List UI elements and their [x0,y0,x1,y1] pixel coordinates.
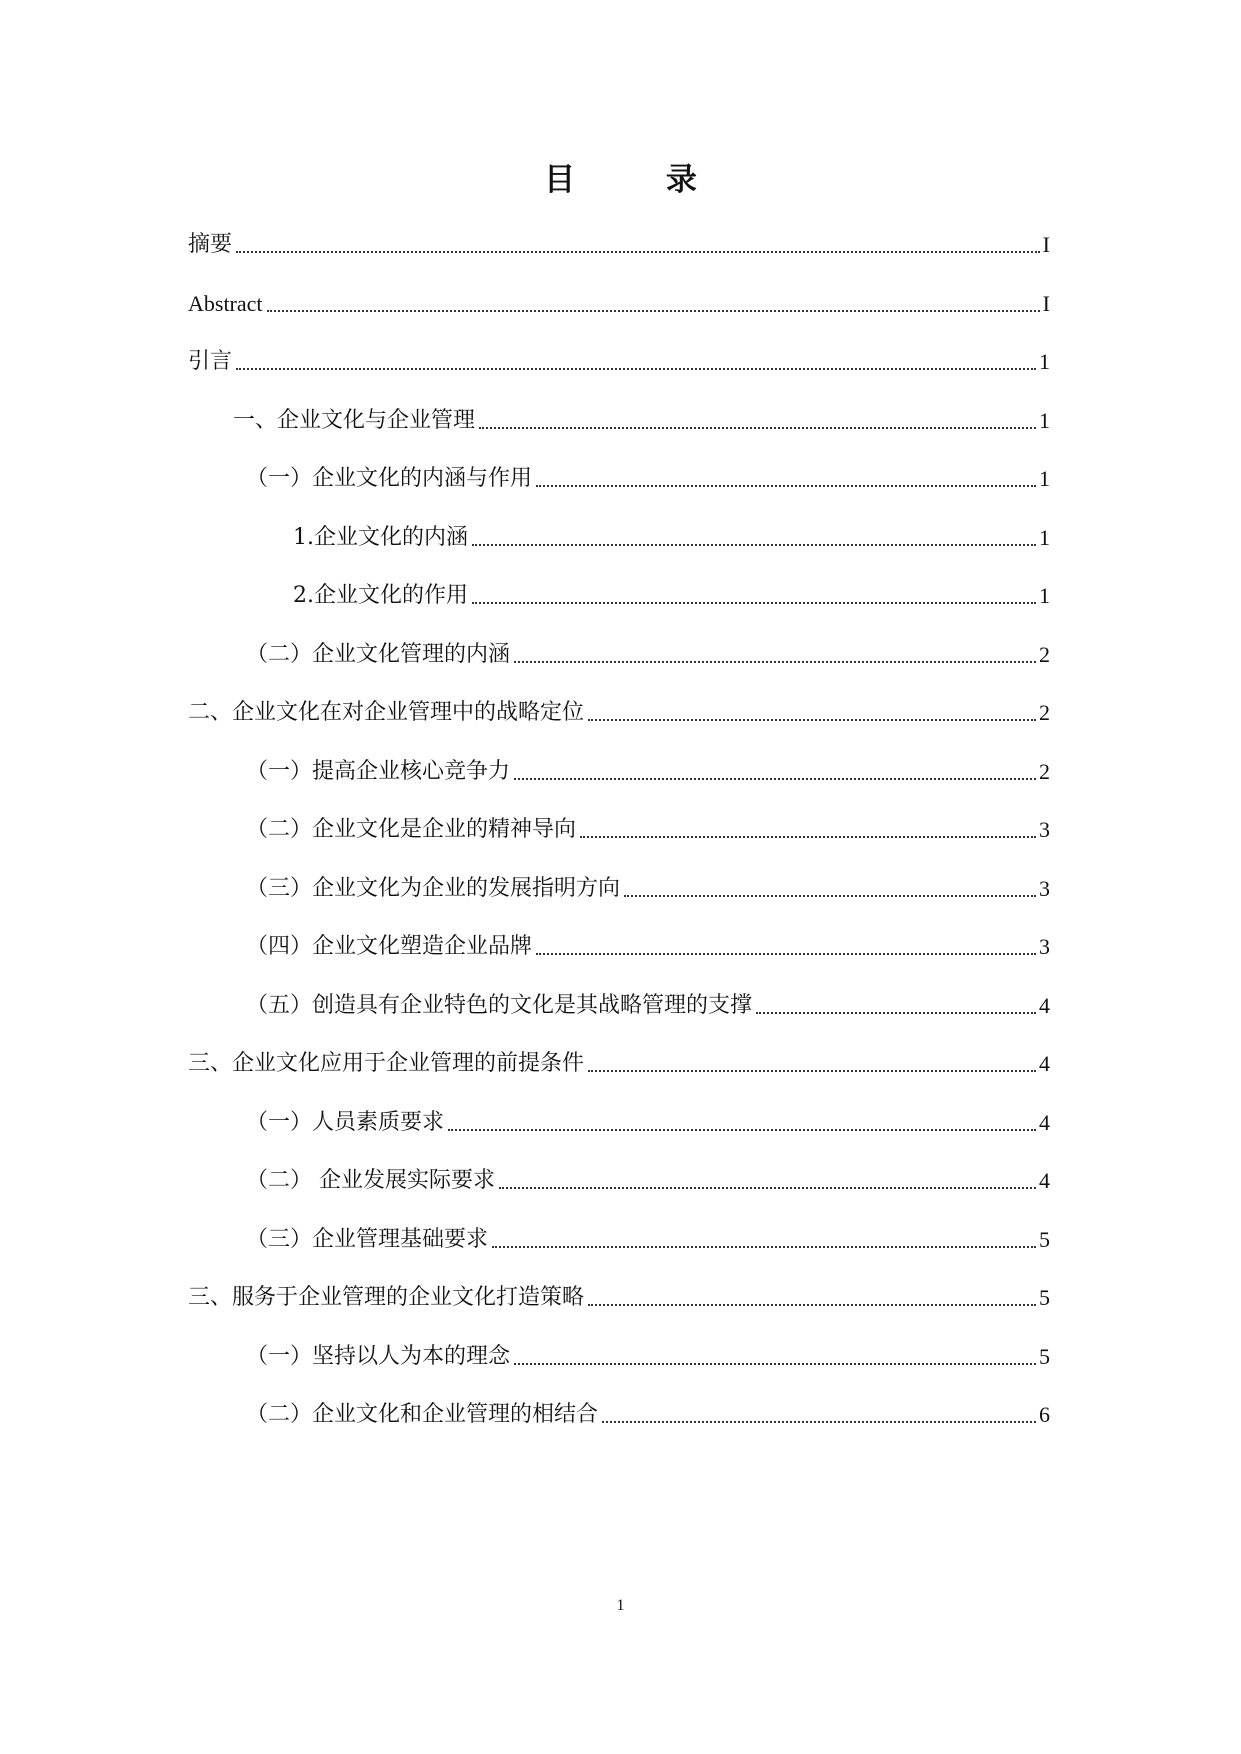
toc-dot-leader [588,1304,1036,1306]
toc-entry[interactable] [188,279,1050,319]
toc-dot-leader [448,1129,1036,1131]
toc-dot-leader [536,485,1036,487]
toc-entry[interactable] [188,805,1050,845]
toc-entry-title: （二） 企业发展实际要求 [246,1168,495,1193]
toc-dot-leader [588,1070,1036,1072]
toc-entry[interactable] [188,220,1050,260]
toc-dot-leader [267,310,1040,312]
toc-entry-page-number: 2 [1039,758,1050,784]
toc-entry-title: （一）人员素质要求 [246,1109,445,1135]
toc-entry-page-number: 4 [1039,1051,1050,1076]
toc-entry-page-number: 3 [1039,934,1050,959]
toc-entry[interactable] [188,337,1050,377]
toc-entry[interactable] [188,1273,1050,1313]
toc-dot-leader [588,719,1036,721]
toc-entry-page-number: I [1042,232,1050,257]
toc-entry-title: （三）企业管理基础要求 [246,1226,489,1252]
toc-entry-title: （二）企业文化和企业管理的相结合 [246,1402,599,1427]
toc-entry[interactable] [188,981,1050,1021]
toc-dot-leader [602,1421,1036,1423]
toc-entry[interactable] [188,922,1050,962]
toc-dot-leader [472,602,1036,604]
toc-entry-page-number: 4 [1039,1168,1050,1193]
toc-entry[interactable] [188,571,1050,611]
toc-entry-title: 三、企业文化应用于企业管理的前提条件 [188,1051,585,1076]
toc-entry[interactable] [188,1390,1050,1430]
toc-entry-page-number: 3 [1039,817,1050,842]
toc-entry-title: （三）企业文化为企业的发展指明方向 [246,875,621,901]
toc-entry-title: （五）创造具有企业特色的文化是其战略管理的支撑 [246,992,753,1018]
toc-entry-page-number: 5 [1039,1226,1050,1252]
toc-entry-title: （一）坚持以人为本的理念 [246,1343,511,1369]
toc-entry-page-number: 6 [1039,1402,1050,1427]
toc-entry[interactable] [188,864,1050,904]
toc-entry-page-number: 1 [1039,349,1050,374]
toc-entry[interactable] [188,454,1050,494]
toc-entry-page-number: 1 [1039,466,1050,491]
toc-entry-page-number: I [1042,290,1050,316]
toc-entry[interactable] [188,1098,1050,1138]
toc-dot-leader [580,836,1036,838]
toc-entry-title: 2.企业文化的作用 [293,583,468,608]
toc-entry[interactable] [188,747,1050,787]
toc-entry[interactable] [188,630,1050,670]
page-title: 目 录 [544,162,737,198]
toc-entry-title: 二、企业文化在对企业管理中的战略定位 [188,700,585,725]
toc-entry[interactable] [188,1215,1050,1255]
toc-entry-page-number: 1 [1039,407,1050,433]
toc-entry-page-number: 3 [1039,875,1050,901]
toc-entry-title: （二）企业文化是企业的精神导向 [246,817,577,842]
toc-entry-page-number: 1 [1039,583,1050,608]
toc-dot-leader [514,661,1036,663]
toc-dot-leader [472,544,1036,546]
toc-dot-leader [514,778,1036,780]
toc-entry[interactable] [188,1332,1050,1372]
page-number: 1 [616,1597,625,1614]
toc-entry[interactable] [188,1156,1050,1196]
toc-entry-page-number: 5 [1039,1285,1050,1310]
toc-dot-leader [236,368,1036,370]
toc-dot-leader [499,1187,1036,1189]
toc-entry-title: （一）提高企业核心竞争力 [246,758,511,784]
toc-entry-page-number: 2 [1039,641,1050,667]
toc-entry-title: Abstract [188,290,263,316]
toc-entry-page-number: 5 [1039,1343,1050,1369]
toc-dot-leader [536,953,1036,955]
toc-entry-title: 1.企业文化的内涵 [293,524,468,550]
toc-entry-title: （二）企业文化管理的内涵 [246,641,511,667]
toc-dot-leader [236,251,1040,253]
toc-entry-page-number: 1 [1039,524,1050,550]
toc-dot-leader [624,895,1036,897]
toc-entry-page-number: 4 [1039,1109,1050,1135]
toc-entry-title: 摘要 [188,232,233,257]
toc-entry[interactable] [188,513,1050,553]
toc-entry[interactable] [188,396,1050,436]
toc-entry[interactable] [188,1039,1050,1079]
toc-entry-title: （四）企业文化塑造企业品牌 [246,934,533,959]
toc-dot-leader [492,1246,1036,1248]
toc-dot-leader [479,427,1036,429]
toc-entry-title: （一）企业文化的内涵与作用 [246,466,533,491]
toc-dot-leader [756,1012,1036,1014]
toc-entry-page-number: 4 [1039,992,1050,1018]
toc-entry-page-number: 2 [1039,700,1050,725]
toc-dot-leader [514,1363,1036,1365]
toc-entry-title: 三、服务于企业管理的企业文化打造策略 [188,1285,585,1310]
toc-entry-title: 引言 [188,349,233,374]
toc-entry[interactable] [188,688,1050,728]
toc-entry-title: 一、企业文化与企业管理 [233,407,476,433]
